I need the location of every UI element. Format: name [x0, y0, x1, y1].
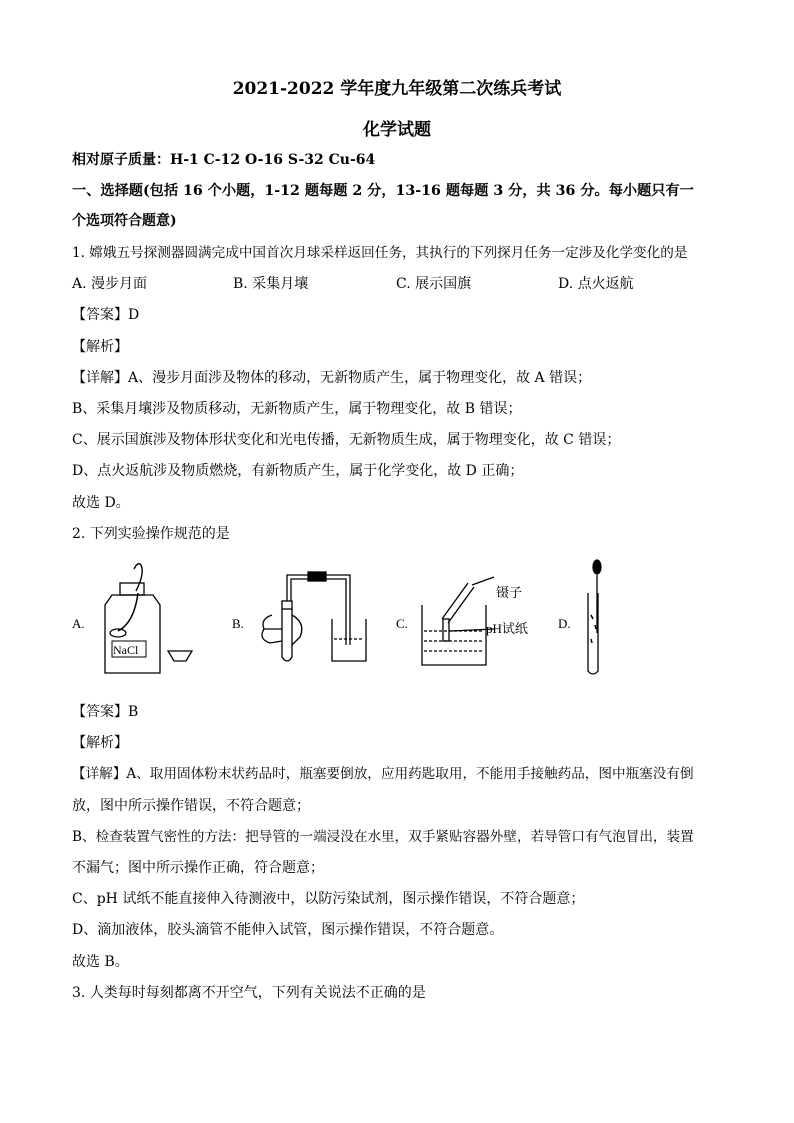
q2-figure	[60, 553, 620, 688]
q1-answer: 【答案】D	[72, 307, 140, 323]
ph-paper-label: pH试纸	[486, 621, 528, 636]
q2-fig-label-b: B.	[232, 616, 244, 631]
q2-detail-line: D、滴加液体，胶头滴管不能伸入试管，图示操作错误，不符合题意。	[72, 922, 504, 938]
q2-stem: 2. 下列实验操作规范的是	[72, 526, 230, 542]
q1-detail-line: 故选 D。	[72, 495, 130, 511]
q2-analysis-label: 【解析】	[72, 735, 128, 751]
subject-title: 化学试题	[363, 120, 431, 140]
q1-option-b: B. 采集月壤	[233, 276, 309, 292]
q1-detail-line: B、采集月壤涉及物质移动，无新物质产生，属于物理变化，故 B 错误；	[72, 401, 522, 417]
nacl-label: NaCl	[113, 643, 139, 657]
tweezers-label: 镊子	[496, 585, 523, 600]
q3-stem: 3. 人类每时每刻都离不开空气，下列有关说法不正确的是	[72, 985, 426, 1001]
q2-detail-line: C、pH 试纸不能直接伸入待测液中，以防污染试剂，图示操作错误，不符合题意；	[72, 891, 585, 907]
q2-detail-line: 【详解】A、取用固体粉末状药品时，瓶塞要倒放，应用药匙取用，不能用手接触药品，图中瓶塞没有倒	[72, 766, 694, 782]
q2-detail-line: 不漏气；图中所示操作正确，符合题意；	[72, 860, 324, 876]
q1-option-c: C. 展示国旗	[396, 276, 472, 292]
ph-test-icon	[422, 577, 494, 665]
airtightness-apparatus-icon	[262, 572, 366, 661]
section-heading-line2: 个选项符合题意)	[72, 213, 177, 229]
q1-analysis-label: 【解析】	[72, 339, 128, 355]
q2-fig-label-c: C.	[396, 616, 408, 631]
q1-stem: 1. 嫦娥五号探测器圆满完成中国首次月球采样返回任务，其执行的下列探月任务一定涉及化学变化的是	[72, 245, 688, 261]
q1-detail-line: C、展示国旗涉及物体形状变化和光电传播，无新物质生成，属于物理变化，故 C 错误；	[72, 432, 621, 448]
atomic-mass-line: 相对原子质量：H-1 C-12 O-16 S-32 Cu-64	[72, 152, 376, 168]
q1-detail-line: 【详解】A、漫步月面涉及物体的移动，无新物质产生，属于物理变化，故 A 错误；	[72, 370, 592, 386]
q1-option-a: A. 漫步月面	[72, 276, 148, 292]
exam-title: 2021-2022 学年度九年级第二次练兵考试	[232, 79, 562, 99]
q2-fig-label-d: D.	[558, 616, 571, 631]
q2-detail-line: 放，图中所示操作错误，不符合题意；	[72, 798, 310, 814]
section-heading-line1: 一、选择题(包括 16 个小题，1-12 题每题 2 分，13-16 题每题 3 分，共 36 分。每小题只有一	[72, 183, 694, 199]
dropper-test-tube-icon	[588, 560, 601, 674]
q2-fig-label-a: A.	[72, 616, 85, 631]
q2-answer: 【答案】B	[72, 704, 139, 720]
q1-detail-line: D、点火返航涉及物质燃烧，有新物质产生，属于化学变化，故 D 正确；	[72, 463, 524, 479]
stopper-icon	[168, 651, 192, 661]
q1-option-d: D. 点火返航	[558, 276, 634, 292]
q2-detail-line: B、检查装置气密性的方法：把导管的一端浸没在水里，双手紧贴容器外壁，若导管口有气泡冒出，装置	[72, 829, 694, 845]
q2-detail-line: 故选 B。	[72, 954, 129, 970]
